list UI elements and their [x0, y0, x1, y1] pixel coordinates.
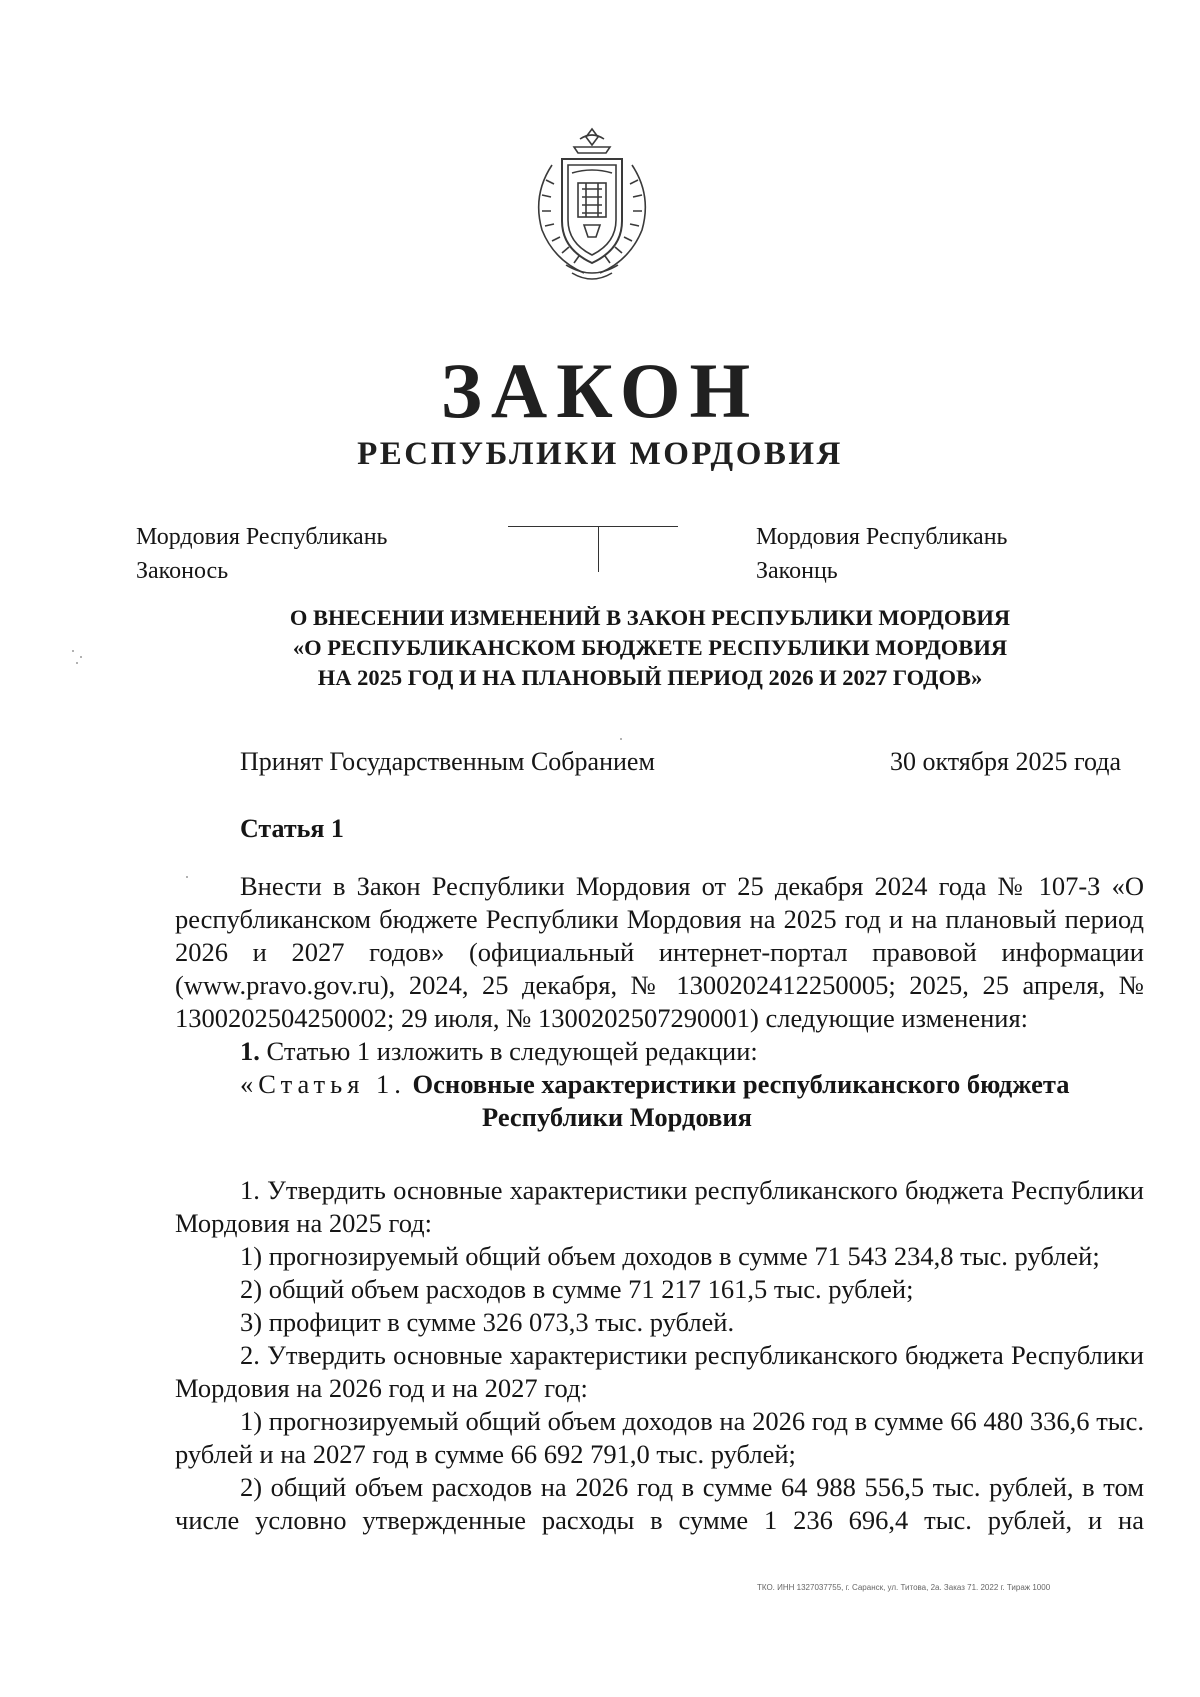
- amendment-title-line-2: «О РЕСПУБЛИКАНСКОМ БЮДЖЕТЕ РЕСПУБЛИКИ МОРДОВИЯ: [292, 635, 1008, 660]
- article-body: [175, 870, 1144, 1134]
- header-divider-vertical: [598, 526, 599, 572]
- moksha-left-line-2: Законось: [136, 558, 229, 584]
- clause-1-item-2: 2) общий объем расходов в сумме 71 217 161,5 тыс. рублей;: [240, 1274, 914, 1304]
- adoption-date: 30 октября 2025 года: [890, 747, 1121, 776]
- amendment-title: [220, 603, 1080, 693]
- moksha-right-line-1: Мордовия Республикань: [756, 524, 1008, 550]
- adopted-by: Принят Государственным Собранием: [240, 747, 655, 776]
- clause-1-item-1: 1) прогнозируемый общий объем доходов в сумме 71 543 234,8 тыс. рублей;: [240, 1241, 1100, 1271]
- printing-imprint: ТКО. ИНН 1327037755, г. Саранск, ул. Титова, 2а. Заказ 71. 2022 г. Тираж 1000: [757, 1583, 1051, 1592]
- moksha-title-right: [756, 520, 1086, 588]
- new-article-heading: [175, 1068, 1144, 1134]
- amendment-item-1: [175, 1035, 1144, 1068]
- law-subtitle: РЕСПУБЛИКИ МОРДОВИЯ: [357, 436, 843, 472]
- scan-speck: [620, 738, 622, 740]
- scan-speck: [76, 662, 78, 664]
- clause-2-item-2: 2) общий объем расходов на 2026 год в сумме 64 988 556,5 тыс. рублей, в том числе условно утвержденные расходы в сумме 1 236 696,4 тыс. рублей, и на: [175, 1472, 1144, 1535]
- budget-characteristics: [175, 1174, 1144, 1537]
- amendment-item-1-text: Статью 1 изложить в следующей редакции:: [266, 1036, 758, 1066]
- scan-speck: [186, 876, 188, 878]
- clause-2: 2. Утвердить основные характеристики республиканского бюджета Республики Мордовия на 2026 год и на 2027 год:: [175, 1340, 1144, 1403]
- amendment-title-line-1: О ВНЕСЕНИИ ИЗМЕНЕНИЙ В ЗАКОН РЕСПУБЛИКИ МОРДОВИЯ: [289, 605, 1011, 630]
- new-article-title-line-1: Основные характеристики республиканского бюджета: [412, 1069, 1070, 1099]
- scan-speck: [80, 656, 82, 658]
- moksha-title-left: [136, 520, 466, 588]
- moksha-left-line-1: Мордовия Республикань: [136, 524, 388, 550]
- clause-2-item-1: 1) прогнозируемый общий объем доходов на 2026 год в сумме 66 480 336,6 тыс. рублей и на 2027 год в сумме 66 692 791,0 тыс. рублей;: [175, 1406, 1144, 1469]
- clause-1-item-3: 3) профицит в сумме 326 073,3 тыс. рублей.: [240, 1307, 735, 1337]
- republic-of-mordovia-coat-of-arms-icon: [522, 125, 662, 285]
- new-article-title-line-2: Республики Мордовия: [482, 1102, 752, 1132]
- amendment-item-1-number: 1.: [240, 1036, 260, 1066]
- clause-1: 1. Утвердить основные характеристики республиканского бюджета Республики Мордовия на 2025 год:: [175, 1175, 1144, 1238]
- header-divider-horizontal: [508, 526, 678, 527]
- article-heading: Статья 1: [240, 814, 344, 843]
- article-intro-paragraph: Внести в Закон Республики Мордовия от 25 декабря 2024 года № 107-З «О республиканском бюджете Республики Мордовия на 2025 год и на плановый период 2026 и 2027 годов» (официальный интернет-портал правовой информации (www.pravo.gov.ru), 2024, 25 декабря, № 1300202412250005; 2025, 25 апреля, № 1300202504250002; 29 июля, № 1300202507290001) следующие изменения:: [175, 871, 1144, 1033]
- new-article-label: «Статья 1.: [240, 1069, 406, 1099]
- scan-speck: [72, 650, 74, 652]
- amendment-title-line-3: НА 2025 ГОД И НА ПЛАНОВЫЙ ПЕРИОД 2026 И 2027 ГОДОВ»: [317, 665, 983, 690]
- law-title: ЗАКОН: [440, 347, 760, 434]
- moksha-right-line-2: Законць: [756, 558, 838, 584]
